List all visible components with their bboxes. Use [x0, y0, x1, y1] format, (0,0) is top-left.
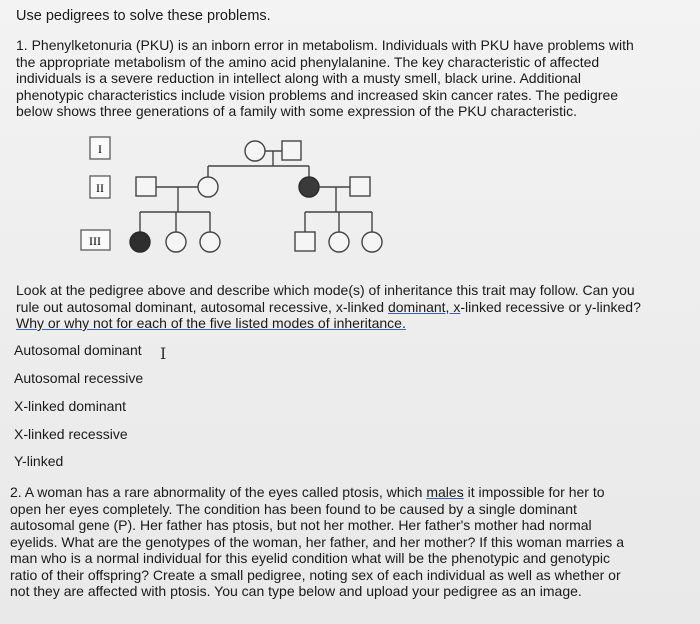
gen2-male-spouse-right [350, 177, 370, 196]
q2-line [10, 484, 690, 501]
gen-label-ii: II [96, 181, 104, 195]
gen-label-iii: III [89, 234, 101, 248]
prompt-underlined-text: dominant, x [387, 298, 461, 315]
q2-underlined-word: males [426, 484, 464, 500]
q2-line: ratio of their offspring? Create a small pedigree, noting sex of each individual as well as whether or [10, 566, 621, 583]
q2-line: eyelids. What are the genotypes of the woman, her father, and her mother? If this woman marries a [10, 533, 624, 550]
q2-text: 2. A woman has a rare abnormality of the eyes called ptosis, which [10, 484, 427, 500]
prompt-line: Look at the pedigree above and describe which mode(s) of inheritance this trait may follow. Can you [16, 282, 635, 298]
prompt-underlined-text: Why or why not for each of the five listed modes of inheritance. [16, 315, 406, 331]
q1-line: below shows three generations of a family with some expression of the PKU characteristic. [16, 103, 578, 119]
mode-x-linked-recessive: X-linked recessive [14, 426, 128, 442]
gen2-female [198, 177, 218, 197]
mode-x-linked-dominant: X-linked dominant [14, 398, 127, 414]
gen-label-i: I [98, 142, 102, 156]
page-heading: Use pedigrees to solve these problems. [16, 8, 271, 24]
q1-line: phenotypic characteristics include vision problems and increased skin cancer rates. The pedigree [16, 86, 619, 103]
q2-line: man who is a normal individual for this eyelid condition what will be the phenotypic and genotypic [10, 550, 611, 566]
gen3-female [329, 232, 349, 252]
prompt-line [16, 299, 686, 316]
q1-line: the appropriate metabolism of the amino acid phenylalanine. The key characteristic of affected [16, 53, 600, 70]
text-cursor-icon: I [160, 344, 167, 363]
prompt-line [16, 315, 686, 332]
q1-line: individuals is a severe reduction in intellect along with a musty smell, black urine. Additional [16, 70, 581, 86]
mode-autosomal-dominant: Autosomal dominant [14, 342, 142, 358]
mode-y-linked: Y-linked [14, 453, 64, 469]
gen1-female [245, 141, 265, 161]
question-2-text [10, 484, 690, 600]
q2-line: autosomal gene (P). Her father has ptosis, but not her mother. Her father's mother had normal [10, 517, 592, 533]
q1-line: 1. Phenylketonuria (PKU) is an inborn error in metabolism. Individuals with PKU have problems with [16, 37, 634, 53]
gen1-male [282, 141, 301, 160]
mode-autosomal-recessive: Autosomal recessive [14, 370, 144, 386]
prompt-text: -linked recessive or y-linked? [460, 298, 641, 315]
gen2-affected-female [299, 177, 319, 197]
prompt-text: rule out autosomal dominant, autosomal recessive, x-linked [16, 298, 388, 315]
gen3-female [200, 232, 220, 252]
q2-line: not they are affected with ptosis. You can type below and upload your pedigree as an image. [10, 583, 582, 599]
q2-text: it impossible for her to [463, 484, 605, 500]
inheritance-prompt [16, 282, 686, 332]
gen3-female [166, 232, 186, 252]
gen3-male [295, 232, 315, 251]
q2-line: open her eyes completely. The condition has been found to be caused by a single dominant [10, 500, 577, 517]
gen2-male-spouse [136, 177, 156, 196]
gen3-female [362, 232, 382, 252]
gen3-affected-female [130, 232, 150, 252]
